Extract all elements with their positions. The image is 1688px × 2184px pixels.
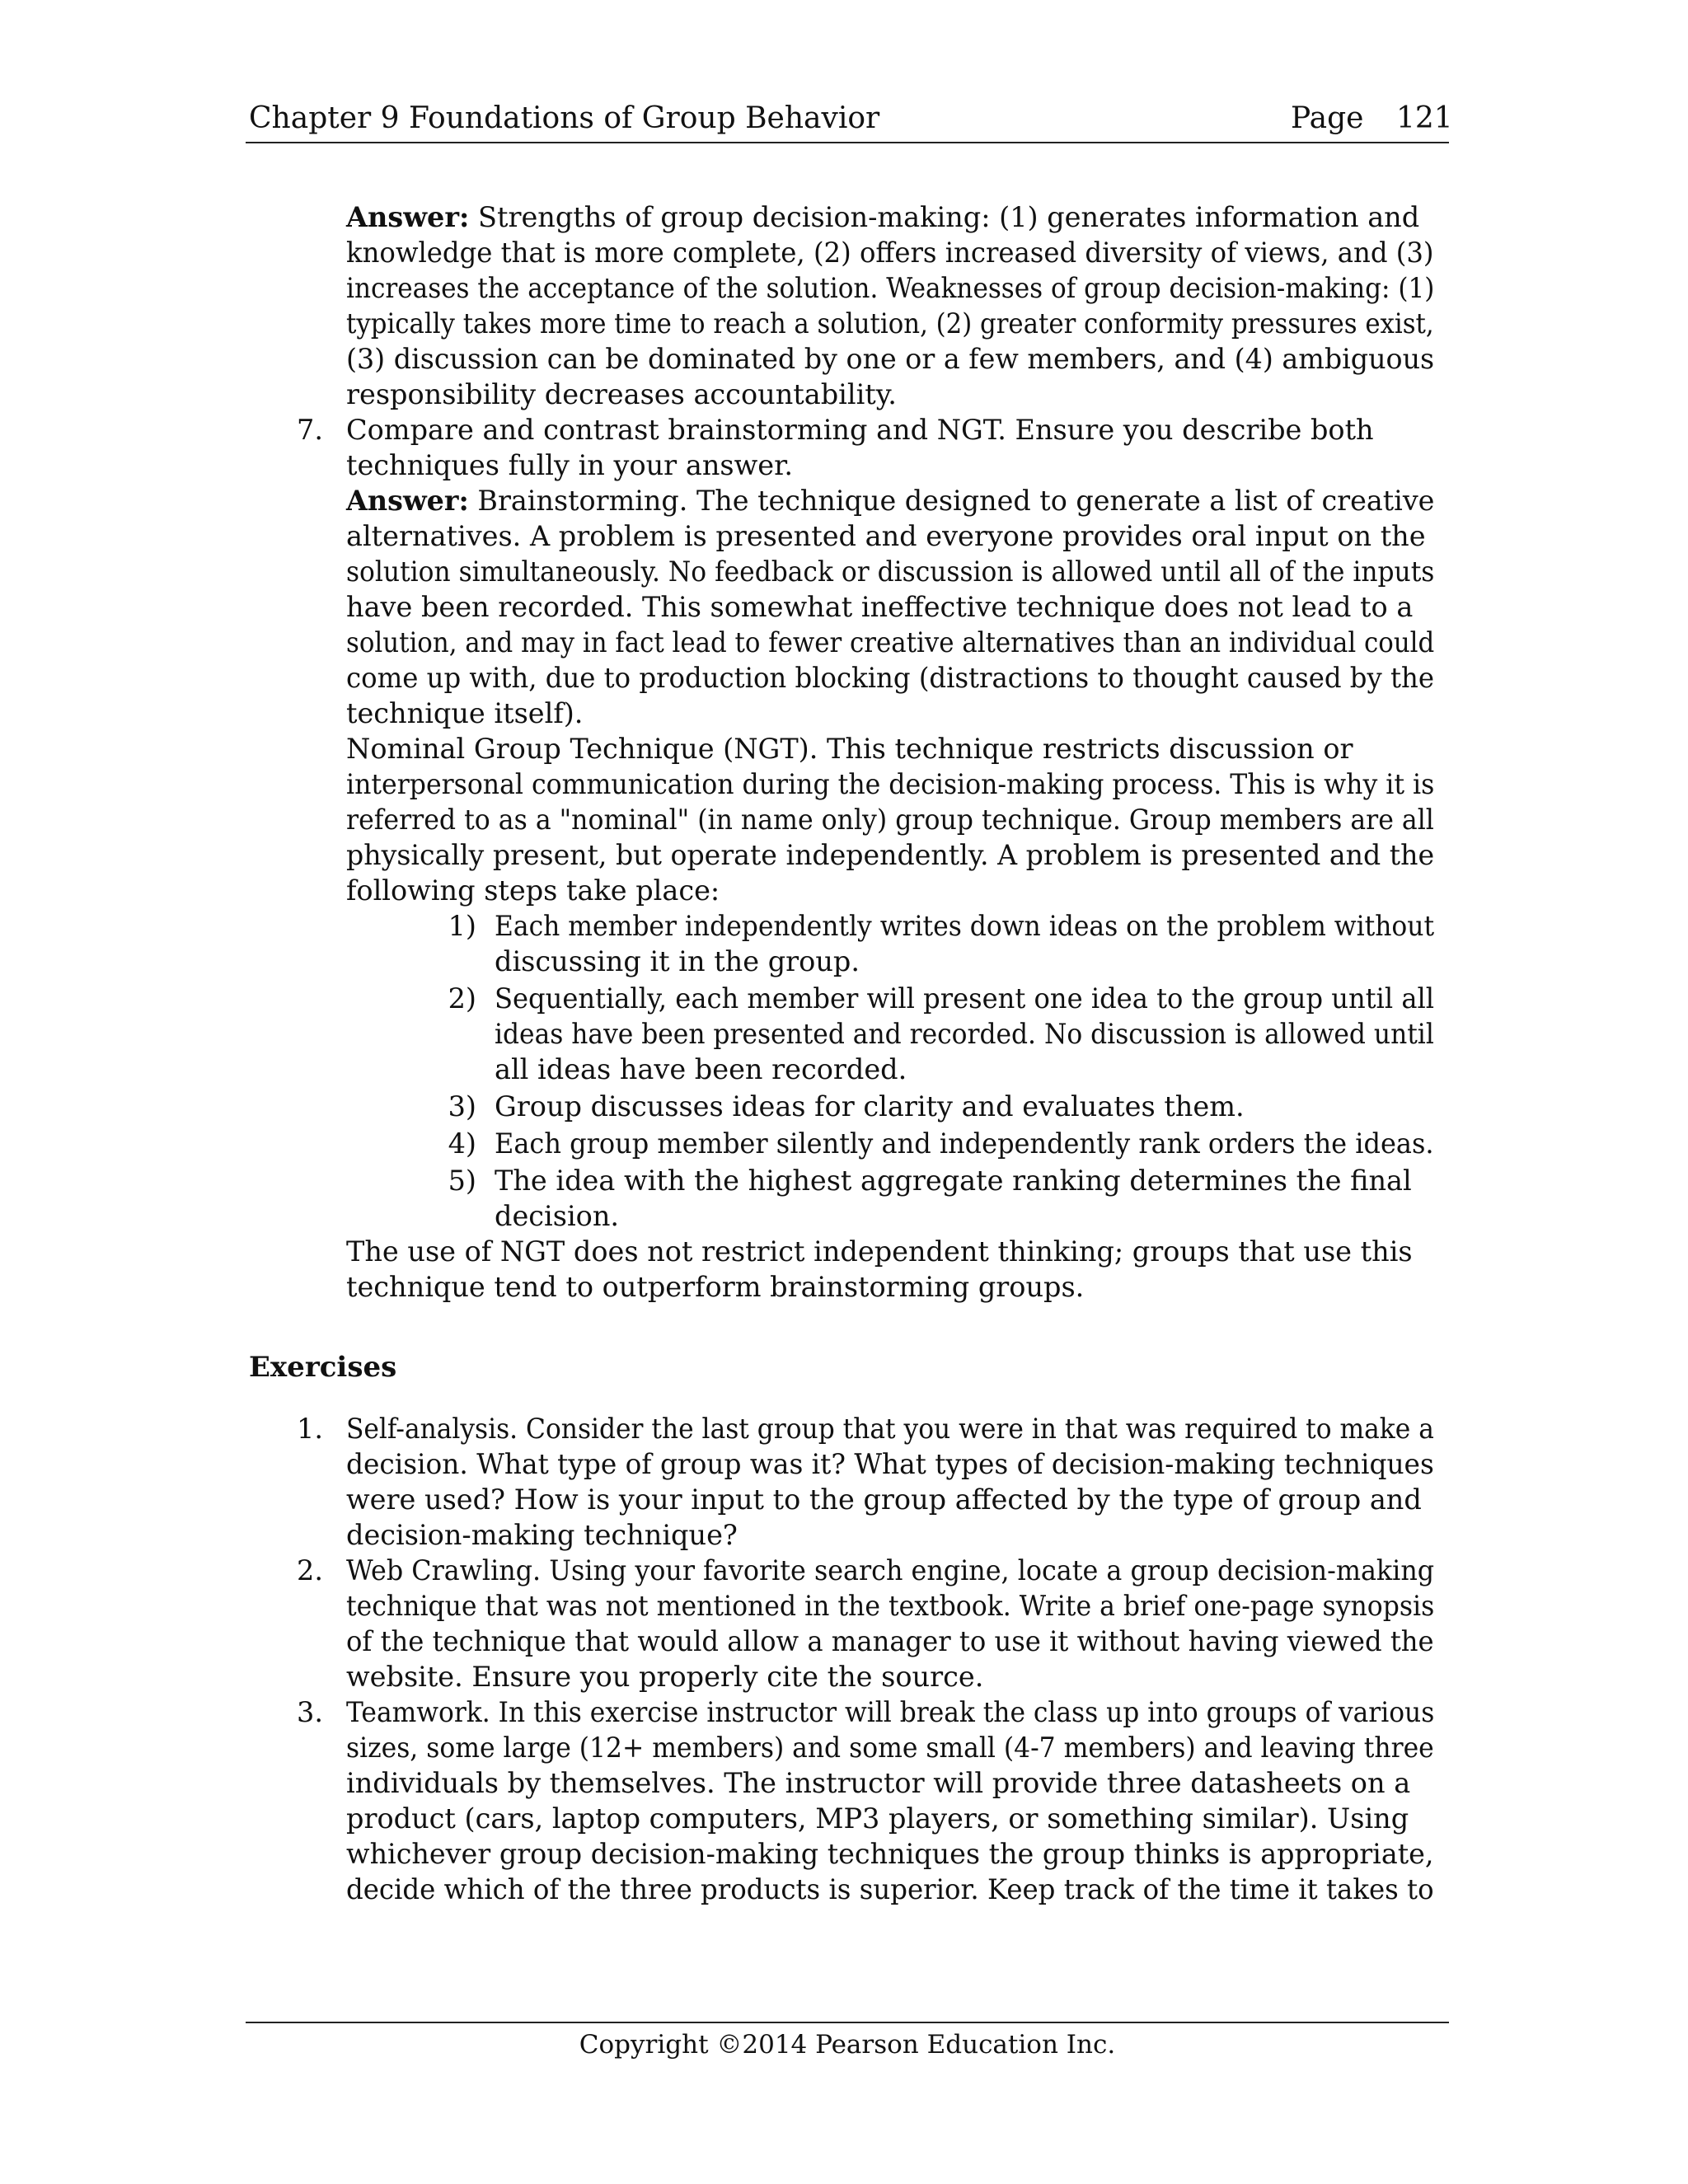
step-line: Each member independently writes down ideas on the problem without xyxy=(495,910,1435,942)
exercise-line: were used? How is your input to the group affected by the type of group and xyxy=(346,1483,1422,1516)
answer6-line: knowledge that is more complete, (2) offers increased diversity of views, and (3) xyxy=(346,237,1434,269)
step-line: Each group member silently and independently rank orders the ideas. xyxy=(495,1127,1434,1160)
question7-line: techniques fully in your answer. xyxy=(346,449,794,481)
ngt-line: following steps take place: xyxy=(346,874,720,907)
step-number: 2) xyxy=(448,982,476,1015)
answer6-line: increases the acceptance of the solution. Weaknesses of group decision-making: (1) xyxy=(346,272,1435,304)
footer-divider xyxy=(246,2022,1449,2023)
answer7-line: technique itself). xyxy=(346,697,584,729)
answer7-line: solution, and may in fact lead to fewer creative alternatives than an individual could xyxy=(346,626,1435,658)
exercise-line: decide which of the three products is superior. Keep track of the time it takes to xyxy=(346,1873,1434,1905)
exercise-line: sizes, some large (12+ members) and some small (4-7 members) and leaving three xyxy=(346,1732,1434,1764)
exercise-line: decision-making technique? xyxy=(346,1519,738,1551)
page-label: Page xyxy=(1291,101,1364,135)
exercise-line: Web Crawling. Using your favorite search engine, locate a group decision-making xyxy=(346,1554,1435,1586)
ngt-line: referred to as a "nominal" (in name only) group technique. Group members are all xyxy=(346,804,1434,836)
step-line: discussing it in the group. xyxy=(495,945,860,977)
page-number: 121 xyxy=(1396,101,1453,135)
exercise-line: technique that was not mentioned in the textbook. Write a brief one-page synopsis xyxy=(346,1590,1435,1622)
exercise-line: decision. What type of group was it? What types of decision-making techniques xyxy=(346,1448,1434,1480)
exercise-line: Self-analysis. Consider the last group that you were in that was required to make a xyxy=(346,1413,1434,1445)
answer6-line: responsibility decreases accountability. xyxy=(346,378,897,410)
step-line: The idea with the highest aggregate ranking determines the final xyxy=(495,1165,1412,1197)
exercises-heading: Exercises xyxy=(249,1351,397,1384)
conclusion-line: technique tend to outperform brainstorming groups. xyxy=(346,1271,1085,1303)
answer7-line: alternatives. A problem is presented and everyone provides oral input on the xyxy=(346,520,1426,552)
answer6-line: (3) discussion can be dominated by one or a few members, and (4) ambiguous xyxy=(346,343,1435,375)
step-line: decision. xyxy=(495,1200,620,1232)
exercise-line: whichever group decision-making techniques the group thinks is appropriate, xyxy=(346,1838,1434,1870)
answer7-line: have been recorded. This somewhat ineffective technique does not lead to a xyxy=(346,591,1414,623)
answer6-line: Answer: Strengths of group decision-making: (1) generates information and xyxy=(346,201,1420,233)
copyright-footer: Copyright ©2014 Pearson Education Inc. xyxy=(579,2030,1116,2060)
step-line: all ideas have been recorded. xyxy=(495,1053,907,1085)
ngt-line: interpersonal communication during the decision-making process. This is why it is xyxy=(346,768,1435,800)
step-number: 4) xyxy=(448,1127,476,1160)
exercise-line: product (cars, laptop computers, MP3 players, or something similar). Using xyxy=(346,1802,1409,1835)
ngt-line: physically present, but operate independently. A problem is presented and the xyxy=(346,839,1435,871)
exercise-line: individuals by themselves. The instructor will provide three datasheets on a xyxy=(346,1767,1411,1799)
chapter-title: Chapter 9 Foundations of Group Behavior xyxy=(249,101,880,135)
exercise-number: 2. xyxy=(297,1554,323,1586)
exercise-line: Teamwork. In this exercise instructor will break the class up into groups of various xyxy=(346,1696,1435,1728)
question7-line: Compare and contrast brainstorming and NGT. Ensure you describe both xyxy=(346,414,1374,446)
exercise-number: 3. xyxy=(297,1696,323,1728)
answer7-line: come up with, due to production blocking (distractions to thought caused by the xyxy=(346,662,1434,694)
step-number: 3) xyxy=(448,1090,476,1122)
step-number: 1) xyxy=(448,910,476,942)
answer-label: Answer: xyxy=(346,485,469,517)
exercise-number: 1. xyxy=(297,1413,323,1445)
exercise-line: of the technique that would allow a manager to use it without having viewed the xyxy=(346,1625,1434,1657)
answer7-line: Answer: Brainstorming. The technique designed to generate a list of creative xyxy=(346,485,1435,517)
step-line: Sequentially, each member will present one idea to the group until all xyxy=(495,982,1435,1015)
answer7-line: solution simultaneously. No feedback or discussion is allowed until all of the inputs xyxy=(346,555,1435,588)
step-line: ideas have been presented and recorded. No discussion is allowed until xyxy=(495,1018,1434,1050)
ngt-line: Nominal Group Technique (NGT). This technique restricts discussion or xyxy=(346,733,1353,765)
answer6-line: typically takes more time to reach a solution, (2) greater conformity pressures exist, xyxy=(346,307,1434,340)
exercise-line: website. Ensure you properly cite the source. xyxy=(346,1661,984,1693)
step-number: 5) xyxy=(448,1165,476,1197)
page-header xyxy=(246,97,1453,143)
step-line: Group discusses ideas for clarity and evaluates them. xyxy=(495,1090,1245,1122)
answer-label: Answer: xyxy=(346,201,470,233)
question-number: 7. xyxy=(297,414,323,446)
conclusion-line: The use of NGT does not restrict independent thinking; groups that use this xyxy=(346,1235,1413,1268)
